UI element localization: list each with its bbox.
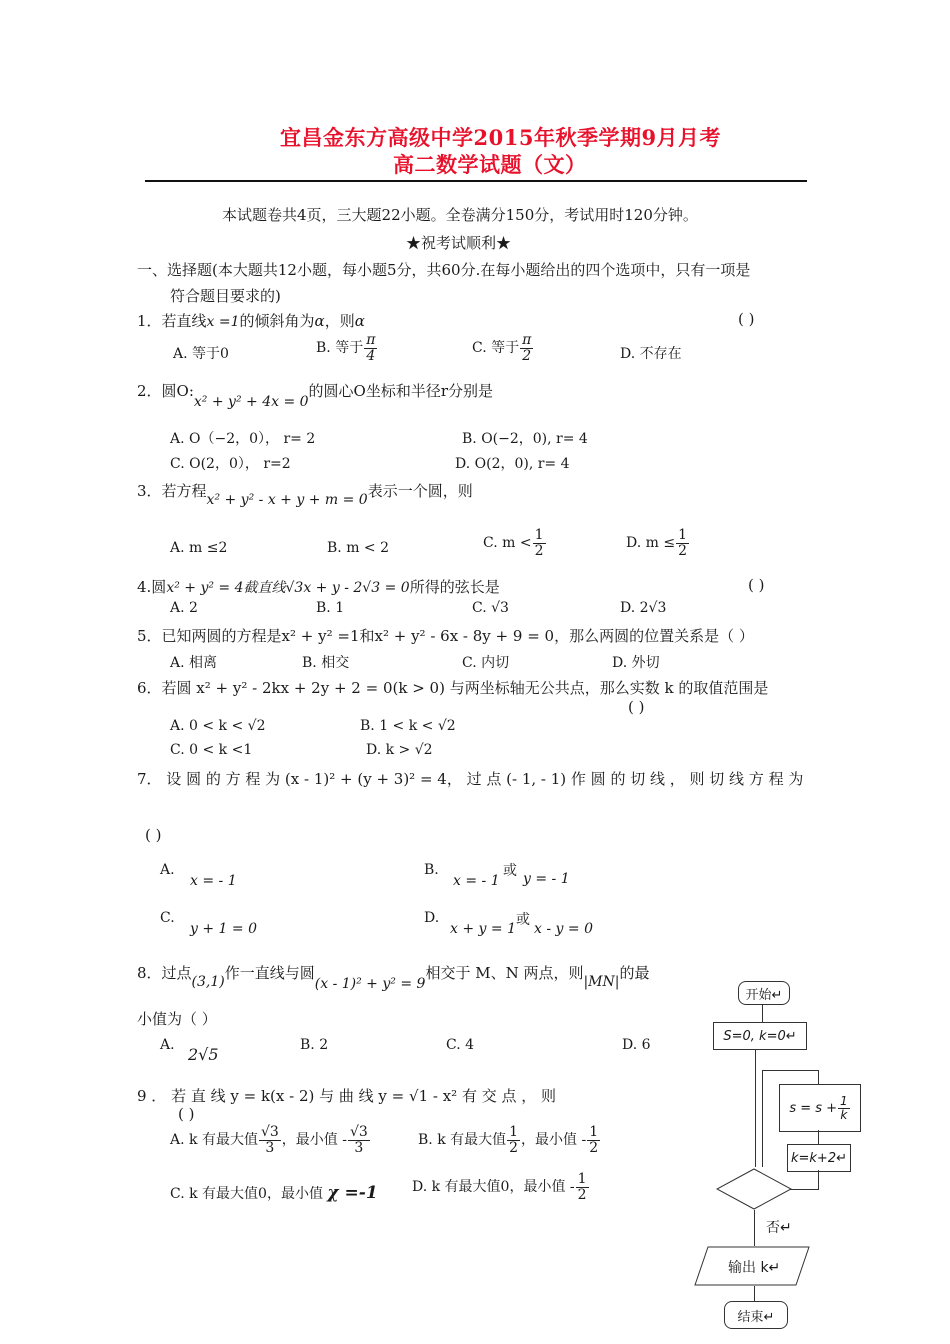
q8-stem-cont: 小值为（ ）	[137, 1010, 217, 1028]
q9-option-a-frac1	[259, 1125, 281, 1155]
q1-alpha: α	[314, 312, 325, 330]
q4-stem-tail: 所得的弦长是	[409, 578, 500, 596]
q7-option-b-expr1: x = - 1	[453, 873, 500, 889]
q7-option-a: x = - 1	[190, 873, 237, 889]
q4-answer-paren: ( )	[748, 576, 765, 594]
flow-connector	[790, 1189, 819, 1190]
flow-update-s-frac	[838, 1095, 850, 1121]
q3-stem-prefix: 3．若方程	[137, 482, 207, 500]
q5-option-a: A. 相离	[170, 655, 218, 671]
q4-expr: x² + y² = 4截直线√3x + y - 2√3 = 0	[166, 580, 410, 596]
q4-option-c: C. √3	[472, 600, 509, 616]
q9-a-num1: √3	[260, 1124, 279, 1140]
q3-option-d-prefix: D. m ≤	[626, 535, 676, 552]
q9-option-d-prefix: D. k 有最大值0，最小值 -	[412, 1179, 575, 1196]
q7-option-d-or: 或	[516, 912, 530, 928]
q8-option-d: D. 6	[622, 1037, 651, 1053]
q2-stem-tail: 的圆心O坐标和半径r分别是	[308, 382, 494, 400]
q8-option-a: 2√5	[188, 1045, 219, 1064]
flow-connector	[818, 1170, 819, 1189]
question-9: 9 ． 若 直 线 y = k(x - 2) 与 曲 线 y = √1 - x² 有 交 点 ， 则	[137, 1087, 557, 1105]
q3-option-b: B. m < 2	[327, 540, 390, 556]
q1-option-b-frac	[364, 333, 377, 363]
q3-stem-tail: 表示一个圆，则	[367, 482, 473, 500]
q7-option-c: y + 1 = 0	[190, 921, 257, 937]
q1-option-c-prefix: C. 等于	[472, 340, 520, 357]
q1-stem-mid: 的倾斜角为	[239, 312, 315, 330]
q1-option-d: D. 不存在	[620, 346, 682, 362]
flow-s-num: 1	[840, 1093, 848, 1108]
q2-stem-prefix: 2．圆O:	[137, 382, 194, 400]
q7-option-b-label: B.	[424, 862, 439, 878]
q5-option-b: B. 相交	[302, 655, 350, 671]
q7-option-d-expr2: x - y = 0	[534, 921, 593, 937]
q9-option-b-prefix: B. k 有最大值	[418, 1132, 507, 1149]
q9-option-b-frac1	[507, 1125, 520, 1155]
q8-point: (3,1)	[191, 974, 225, 990]
q7-option-a-label: A.	[160, 862, 175, 878]
q9-b-num2: 1	[589, 1124, 599, 1140]
flow-connector	[762, 1004, 763, 1022]
q1-c-num: π	[522, 332, 532, 348]
q8-option-b: B. 2	[300, 1037, 329, 1053]
q9-option-b	[418, 1125, 601, 1155]
flow-update-s-prefix: s = s +	[789, 1100, 838, 1116]
q3-option-c-prefix: C. m <	[483, 535, 532, 552]
q3-d-num: 1	[678, 527, 688, 543]
q3-d-den: 2	[678, 542, 688, 559]
q9-a-num2: √3	[349, 1124, 368, 1140]
flow-no-label: 否↵	[766, 1220, 792, 1236]
q6-option-a: A. 0 < k < √2	[170, 718, 266, 734]
q8-option-a-label: A.	[160, 1037, 175, 1053]
q1-b-num: π	[366, 332, 376, 348]
q4-stem-prefix: 4.圆	[137, 578, 167, 596]
question-5: 5．已知两圆的方程是x² + y² =1和x² + y² - 6x - 8y + 9 = 0，那么两圆的位置关系是（ ）	[137, 627, 754, 645]
exam-intro: 本试题卷共4页，三大题22小题。全卷满分150分，考试用时120分钟。	[222, 206, 698, 224]
flow-update-s	[779, 1084, 861, 1132]
q1-alpha-2: α	[354, 312, 365, 330]
q7-option-b-expr2: y = - 1	[523, 871, 570, 887]
q8-stem1: 8．过点	[137, 964, 192, 982]
q2-option-c: C. O(2，0）， r=2	[170, 456, 291, 472]
q5-option-d: D. 外切	[612, 655, 660, 671]
q7-option-d-label: D.	[424, 910, 440, 926]
q2-option-a: A. O（−2，0）， r= 2	[170, 431, 316, 447]
q9-d-den: 2	[577, 1186, 587, 1203]
q4-option-b: B. 1	[316, 600, 345, 616]
q3-option-c	[483, 528, 547, 558]
q8-stem4: 的最	[619, 964, 650, 982]
exam-title-line2: 高二数学试题（文）	[393, 152, 587, 177]
q8-mn: |MN|	[583, 974, 620, 990]
q1-b-den: 4	[366, 347, 376, 364]
q4-option-d: D. 2√3	[620, 600, 667, 616]
section-heading: 一、选择题(本大题共12小题，每小题5分，共60分.在每小题给出的四个选项中，只有一项是	[137, 261, 751, 279]
flow-connector	[818, 1070, 819, 1084]
q1-stem-prefix: 1．若直线	[137, 312, 207, 330]
flow-start: 开始↵	[738, 981, 790, 1005]
q8-circle: (x - 1)² + y² = 9	[314, 976, 426, 992]
q1-answer-paren: ( )	[738, 310, 755, 328]
q9-a-den1: 3	[265, 1139, 275, 1156]
q3-expr: x² + y² - x + y + m = 0	[206, 492, 368, 508]
q1-stem-tail: ，则	[324, 312, 355, 330]
q9-b-den1: 2	[509, 1139, 519, 1156]
q8-option-c: C. 4	[446, 1037, 475, 1053]
question-2	[137, 380, 494, 410]
q9-option-a-mid: ，最小值 -	[281, 1132, 347, 1149]
q9-option-c	[170, 1183, 378, 1203]
q2-option-b: B. O(−2，0), r= 4	[462, 431, 588, 447]
q3-c-num: 1	[534, 527, 544, 543]
flow-s-den: k	[840, 1107, 848, 1122]
q6-option-b: B. 1 < k < √2	[360, 718, 456, 734]
q3-option-c-frac	[533, 528, 546, 558]
q3-option-a: A. m ≤2	[170, 540, 228, 556]
q9-option-a-prefix: A. k 有最大值	[170, 1132, 258, 1149]
q1-option-a: A. 等于0	[173, 346, 229, 362]
q7-option-c-label: C.	[160, 910, 175, 926]
flow-connector	[818, 1130, 819, 1144]
q9-a-den2: 3	[354, 1139, 364, 1156]
q9-option-b-frac2	[587, 1125, 600, 1155]
question-3	[137, 480, 473, 508]
q5-option-c: C. 内切	[462, 655, 510, 671]
q9-option-b-mid: ，最小值 -	[521, 1132, 587, 1149]
q9-option-d	[412, 1172, 590, 1202]
q1-option-b	[316, 333, 378, 363]
q6-option-c: C. 0 < k <1	[170, 742, 253, 758]
q6-answer-paren: ( )	[628, 698, 645, 716]
q7-option-b-or: 或	[503, 863, 517, 879]
flow-init: S=0, k=0↵	[713, 1022, 807, 1050]
flow-decision-diamond	[716, 1168, 792, 1210]
q4-option-a: A. 2	[170, 600, 198, 616]
question-7: 7． 设 圆 的 方 程 为 (x - 1)² + (y + 3)² = 4， 过 点 (- 1, - 1) 作 圆 的 切 线 ， 则 切 线 方 程 为	[137, 770, 804, 788]
q8-stem3: 相交于 M、N 两点，则	[425, 964, 584, 982]
flow-end: 结束↵	[724, 1301, 788, 1329]
question-1	[137, 310, 365, 331]
q9-option-a	[170, 1125, 371, 1155]
q8-stem2: 作一直线与圆	[224, 964, 315, 982]
question-4	[137, 576, 500, 597]
q9-option-c-tail: χ =-1	[327, 1183, 378, 1203]
flow-connector	[762, 1070, 818, 1071]
flow-connector	[754, 1210, 755, 1246]
question-8	[137, 962, 650, 992]
q2-option-d: D. O(2，0), r= 4	[455, 456, 570, 472]
q9-option-c-text: C. k 有最大值0，最小值	[170, 1186, 323, 1202]
flow-connector	[762, 1070, 763, 1167]
q1-option-b-prefix: B. 等于	[316, 340, 364, 357]
q9-b-num1: 1	[509, 1124, 519, 1140]
flow-connector	[755, 1049, 756, 1167]
q9-option-d-frac	[576, 1172, 589, 1202]
q3-option-d-frac	[676, 528, 689, 558]
q9-b-den2: 2	[589, 1139, 599, 1156]
q7-option-d-expr1: x + y = 1	[450, 921, 516, 937]
q9-d-num: 1	[577, 1171, 587, 1187]
q3-option-d	[626, 528, 690, 558]
q9-answer-paren: ( )	[178, 1105, 195, 1123]
title-divider	[145, 180, 807, 182]
question-6: 6．若圆 x² + y² - 2kx + 2y + 2 = 0(k > 0) 与两坐标轴无公共点，那么实数 k 的取值范围是	[137, 679, 769, 697]
q1-c-den: 2	[522, 347, 532, 364]
q3-c-den: 2	[534, 542, 544, 559]
q1-option-c-frac	[520, 333, 533, 363]
q2-expr: x² + y² + 4x = 0	[193, 394, 309, 410]
exam-wish: ★祝考试顺利★	[406, 234, 512, 252]
flow-connector	[754, 1286, 755, 1301]
exam-title-line1: 宜昌金东方高级中学2015年秋季学期9月月考	[280, 125, 722, 150]
q1-expr: x =1	[206, 314, 240, 330]
q1-option-c	[472, 333, 534, 363]
flow-update-k: k=k+2↵	[787, 1144, 851, 1172]
flow-output-label: 输出 k↵	[728, 1260, 781, 1276]
q6-option-d: D. k > √2	[366, 742, 433, 758]
section-heading-cont: 符合题目要求的)	[170, 287, 281, 305]
q7-answer-paren: ( )	[145, 826, 162, 844]
q9-option-a-frac2	[348, 1125, 370, 1155]
